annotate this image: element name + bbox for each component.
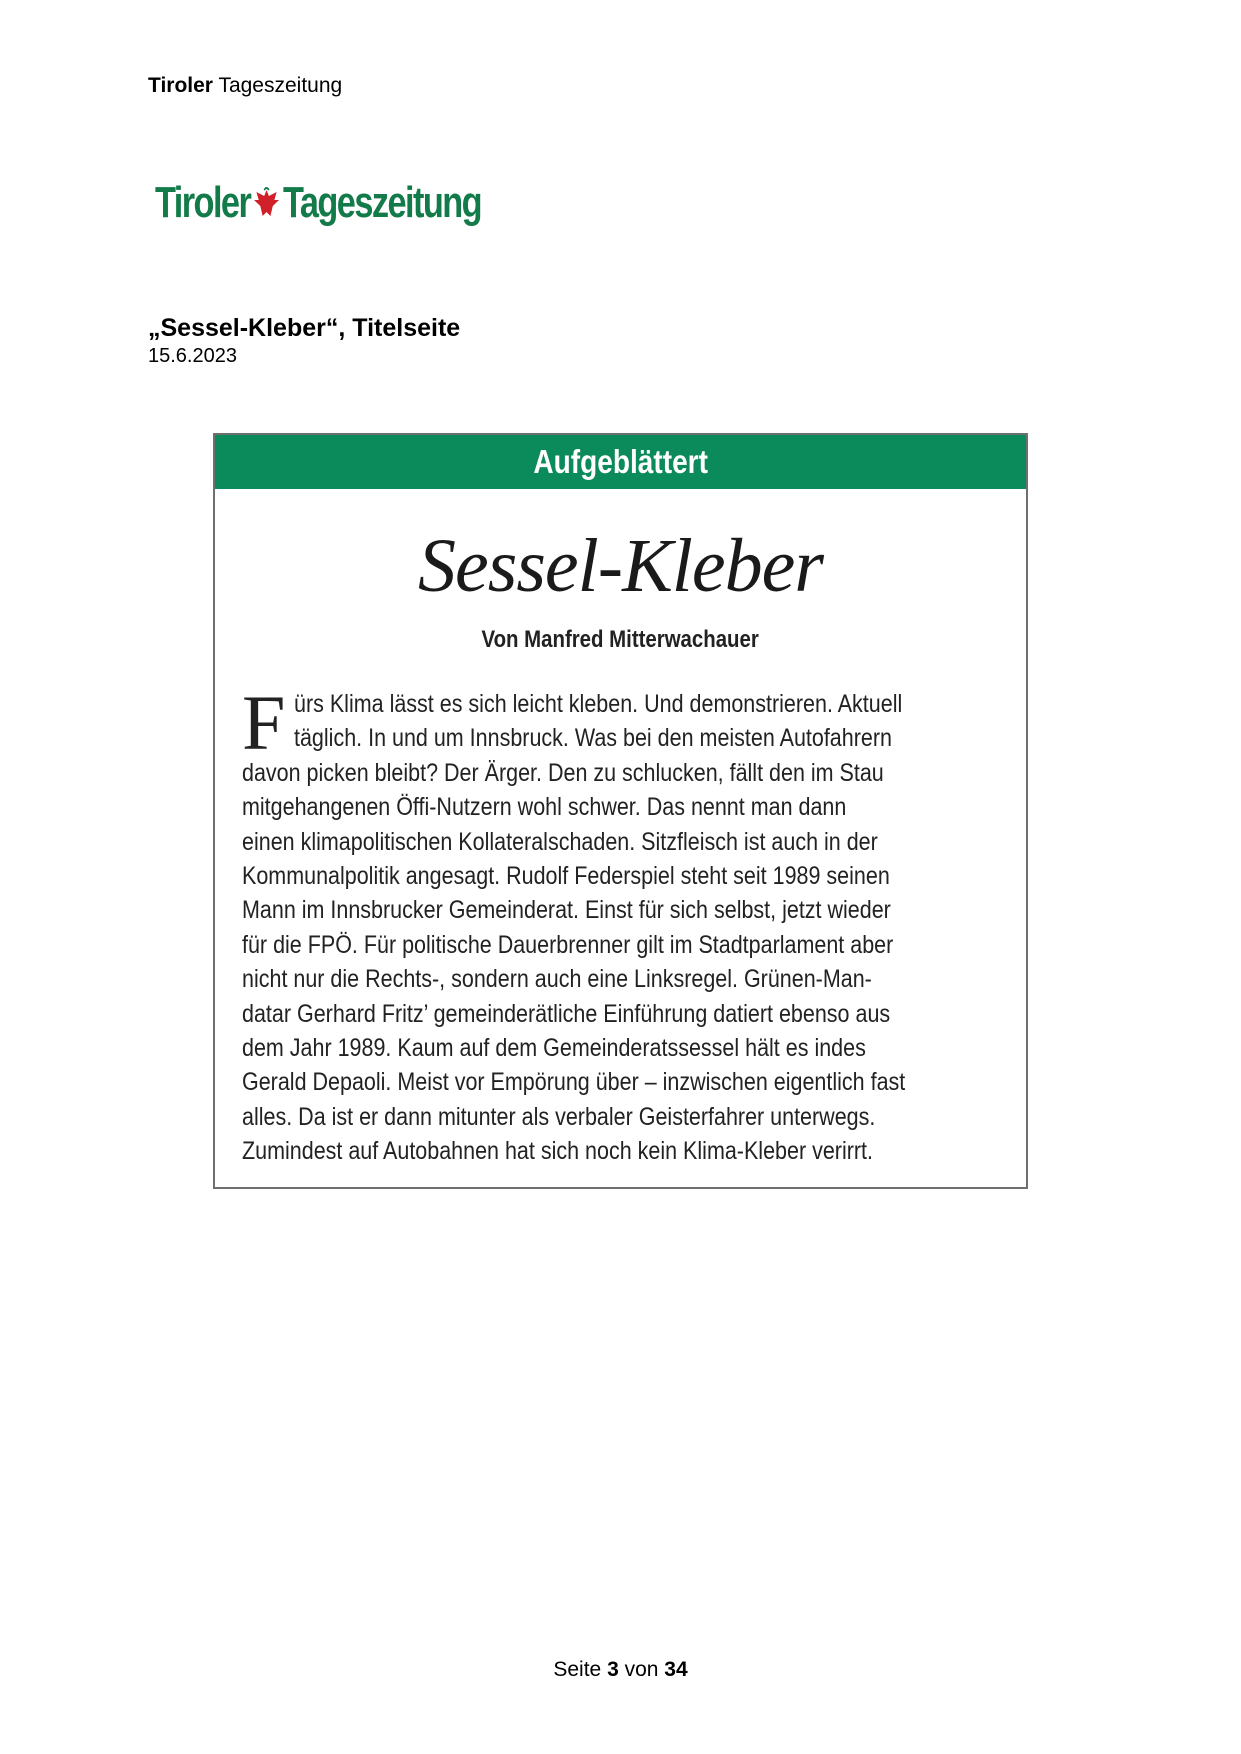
footer-prefix: Seite [553,1658,602,1681]
body-line: alles. Da ist er dann mitunter als verbaler Geisterfahrer unterwegs. [242,1102,876,1131]
article-body [242,679,1022,1168]
body-line: davon picken bleibt? Der Ärger. Den zu schlucken, fällt den im Stau [242,758,884,787]
header-brand-rest: Tageszeitung [218,74,343,97]
running-header [148,74,342,98]
footer-page-number: 3 [607,1658,619,1681]
body-line: nicht nur die Rechts-, sondern auch eine Linksregel. Grünen-Man- [242,965,872,994]
logo-right: Tageszeitung [283,178,482,227]
dropcap: F [242,679,286,766]
body-line: ürs Klima lässt es sich leicht kleben. Und demonstrieren. Aktuell [294,690,903,718]
document-date: 15.6.2023 [148,345,237,367]
page-footer [0,1658,1241,1682]
body-line: dem Jahr 1989. Kaum auf dem Gemeinderatssessel hält es indes [242,1033,866,1062]
section-band [215,435,1026,489]
body-line: für die FPÖ. Für politische Dauerbrenner gilt im Stadtparlament aber [242,930,894,959]
body-line: Mann im Innsbrucker Gemeinderat. Einst für sich selbst, jetzt wieder [242,896,891,925]
section-label: Aufgeblättert [533,443,708,480]
footer-middle: von [624,1658,659,1681]
article-byline [215,626,1026,654]
article-headline: Sessel-Kleber [418,524,823,608]
body-line: Zumindest auf Autobahnen hat sich noch kein Klima-Kleber verirrt. [242,1137,873,1166]
body-line: mitgehangenen Öffi-Nutzern wohl schwer. Das nennt man dann [242,793,847,822]
footer-total-pages: 34 [664,1658,688,1681]
body-line: Kommunalpolitik angesagt. Rudolf Federspiel steht seit 1989 seinen [242,861,890,890]
body-line: datar Gerhard Fritz’ gemeinderätliche Einführung datiert ebenso aus [242,999,891,1028]
document-title: „Sessel-Kleber“, Titelseite [148,314,461,342]
newspaper-logo [155,178,481,228]
article-clipping [213,433,1028,1189]
header-brand-bold: Tiroler [148,74,213,97]
body-line: einen klimapolitischen Kollateralschaden. Sitzfleisch ist auch in der [242,827,878,856]
byline-text: Von Manfred Mitterwachauer [481,626,760,653]
tyrolean-eagle-icon [253,186,280,220]
body-line: täglich. In und um Innsbruck. Was bei den meisten Autofahrern [294,724,892,753]
body-line: Gerald Depaoli. Meist vor Empörung über – inzwischen eigentlich fast [242,1068,906,1097]
logo-left: Tiroler [155,178,251,227]
